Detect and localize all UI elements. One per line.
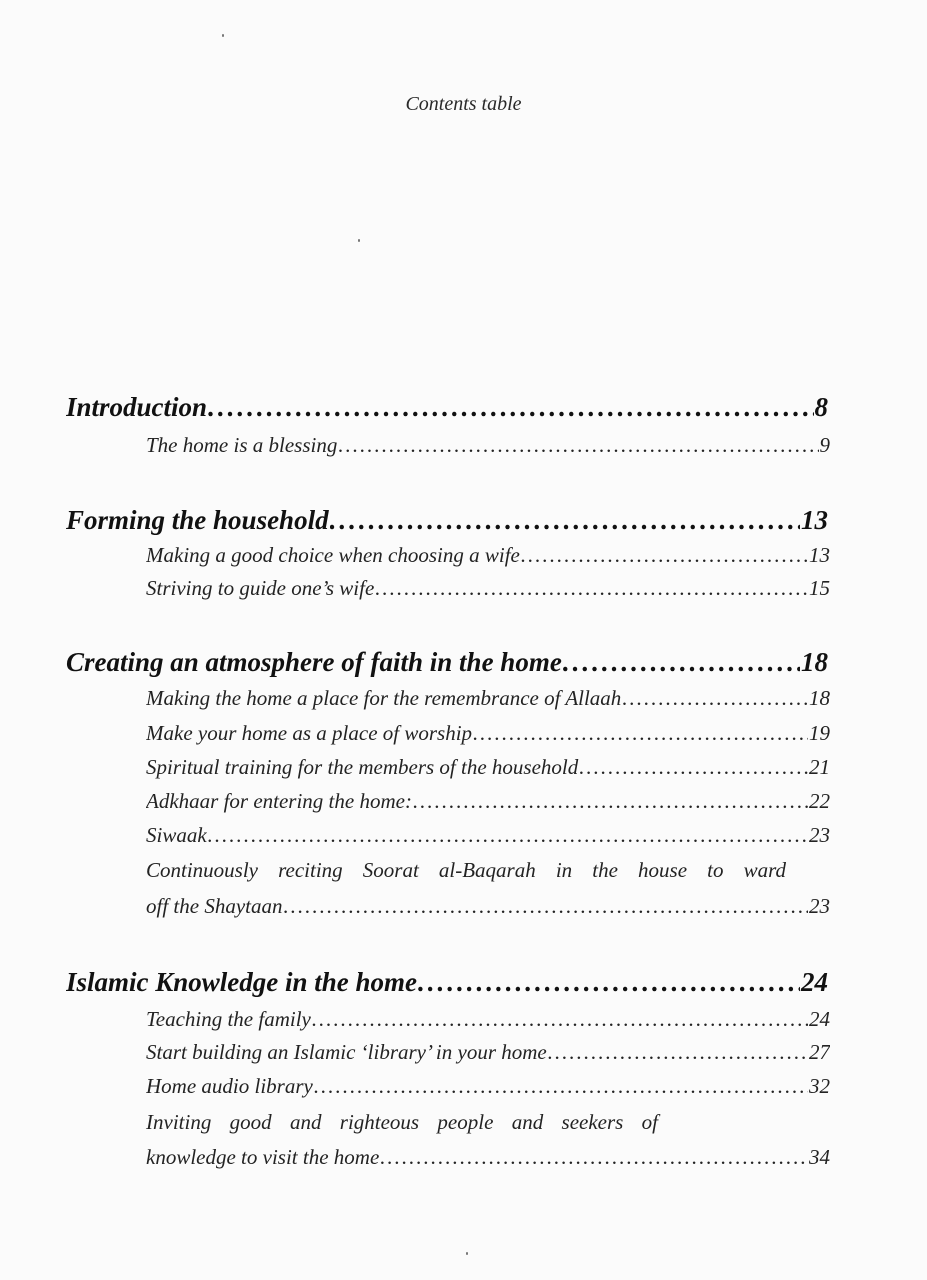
page-number: 18 [801, 647, 828, 677]
entry-label: Striving to guide one’s wife [146, 576, 375, 600]
heading-label: Introduction [66, 392, 208, 422]
entry-label: off the Shaytaan [146, 894, 283, 918]
dot-leader [208, 823, 808, 848]
dot-leader [314, 1074, 808, 1099]
toc-entry[interactable] [146, 543, 830, 568]
dot-leader [375, 576, 808, 601]
heading-label: Forming the household [66, 505, 329, 535]
toc-heading-forming-household[interactable] [66, 505, 828, 536]
page-number: 22 [809, 789, 830, 813]
dot-leader [622, 686, 808, 711]
dot-leader [330, 505, 800, 536]
page-number: 21 [809, 755, 830, 779]
page-number: 24 [801, 967, 828, 997]
entry-label: Making a good choice when choosing a wife [146, 543, 520, 567]
entry-label: Teaching the family [146, 1007, 311, 1031]
entry-label: Start building an Islamic ‘library’ in your home [146, 1040, 547, 1064]
dot-leader [413, 789, 808, 814]
toc-entry[interactable] [146, 721, 830, 746]
page-number: 23 [809, 894, 830, 918]
page-number: 23 [809, 823, 830, 847]
entry-label: Adkhaar for entering the home: [146, 789, 412, 813]
toc-entry[interactable] [146, 433, 830, 458]
page-number: 27 [809, 1040, 830, 1064]
page-number: 13 [801, 505, 828, 535]
toc-heading-introduction[interactable] [66, 392, 828, 423]
entry-label: Make your home as a place of worship [146, 721, 473, 745]
dot-leader [312, 1007, 808, 1032]
toc-entry-first-line[interactable]: Continuously reciting Soorat al-Baqarah in the house to ward [146, 858, 786, 882]
page-number: 8 [814, 392, 828, 422]
dot-leader [418, 967, 800, 998]
entry-label: The home is a blessing [146, 433, 338, 457]
heading-label: Islamic Knowledge in the home [66, 967, 418, 997]
page-number: 34 [809, 1145, 830, 1169]
toc-entry[interactable] [146, 823, 830, 848]
page-title: Contents table [405, 93, 522, 115]
scan-speck [222, 34, 224, 37]
toc-entry[interactable] [146, 576, 830, 601]
entry-label: knowledge to visit the home [146, 1145, 380, 1169]
page-number: 13 [809, 543, 830, 567]
toc-entry[interactable] [146, 755, 830, 780]
toc-heading-islamic-knowledge[interactable] [66, 967, 828, 998]
toc-entry[interactable] [146, 1007, 830, 1032]
dot-leader [283, 894, 808, 919]
toc-heading-atmosphere-of-faith[interactable] [66, 647, 828, 678]
page-number: 19 [809, 721, 830, 745]
toc-entry[interactable] [146, 894, 830, 919]
heading-label: Creating an atmosphere of faith in the home [66, 647, 562, 677]
toc-entry-first-line[interactable]: Inviting good and righteous people and seekers of [146, 1110, 658, 1134]
toc-entry[interactable] [146, 1074, 830, 1099]
entry-label: Making the home a place for the remembrance of Allaah [146, 686, 622, 710]
dot-leader [579, 755, 808, 780]
entry-label: Spiritual training for the members of the household [146, 755, 579, 779]
toc-entry[interactable] [146, 1040, 830, 1065]
scan-speck [358, 239, 360, 242]
dot-leader [208, 392, 813, 423]
dot-leader [548, 1040, 808, 1065]
dot-leader [338, 433, 818, 458]
toc-entry[interactable] [146, 686, 830, 711]
page-number: 9 [819, 433, 830, 457]
entry-label: Siwaak [146, 823, 207, 847]
page-number: 32 [809, 1074, 830, 1098]
page-number: 15 [809, 576, 830, 600]
page-number: 24 [809, 1007, 830, 1031]
page-number: 18 [809, 686, 830, 710]
dot-leader [473, 721, 808, 746]
entry-label: Home audio library [146, 1074, 313, 1098]
scan-speck [466, 1252, 468, 1255]
dot-leader [380, 1145, 808, 1170]
dot-leader [563, 647, 800, 678]
toc-entry[interactable] [146, 1145, 830, 1170]
dot-leader [521, 543, 808, 568]
toc-entry[interactable] [146, 789, 830, 814]
